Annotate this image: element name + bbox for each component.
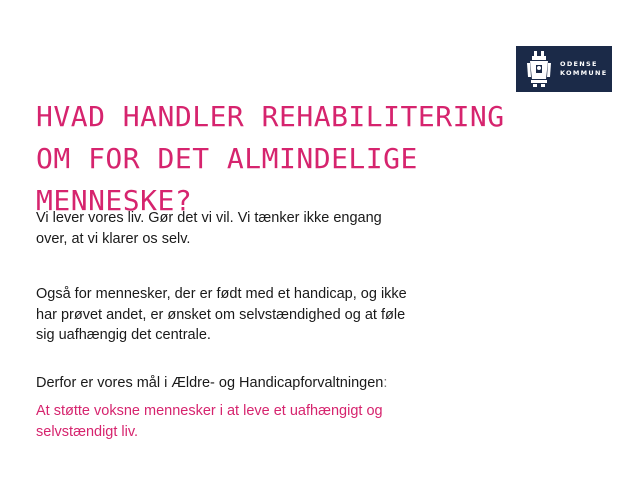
title-line-3: MENNESKE? xyxy=(36,184,193,217)
paragraph-goal xyxy=(36,401,536,442)
paragraph-line: over, at vi klarer os selv. xyxy=(36,230,191,247)
paragraph-handicap xyxy=(36,284,536,346)
paragraph-line xyxy=(36,373,536,394)
title-line-2: OM FOR DET ALMINDELIGE xyxy=(36,142,418,175)
paragraph-line: har prøvet andet, er ønsket om selvstændighed og at føle xyxy=(36,306,406,323)
logo-line-2: KOMMUNE xyxy=(560,69,608,77)
paragraph-line: At støtte voksne mennesker i at leve et uafhængigt og xyxy=(36,403,383,419)
goal-lead-colon: : xyxy=(383,375,388,391)
paragraph-line: Vi lever vores liv. Gør det vi vil. Vi tænker ikke engang xyxy=(36,210,382,226)
logo-wordmark xyxy=(560,60,607,78)
paragraph-intro xyxy=(36,208,536,249)
odense-kommune-logo xyxy=(516,46,612,92)
title-line-1: HVAD HANDLER REHABILITERING xyxy=(36,100,505,133)
paragraph-line: Også for mennesker, der er født med et handicap, og ikke xyxy=(36,286,407,302)
paragraph-line: sig uafhængig det centrale. xyxy=(36,327,211,343)
logo-line-1: ODENSE xyxy=(560,60,598,68)
goal-lead-text: Derfor er vores mål i Ældre- og Handicapforvaltningen xyxy=(36,375,384,391)
paragraph-line: selvstændigt liv. xyxy=(36,423,139,440)
paragraph-goal-lead xyxy=(36,373,536,394)
slide-title xyxy=(36,96,596,222)
city-crest-icon xyxy=(524,49,554,89)
